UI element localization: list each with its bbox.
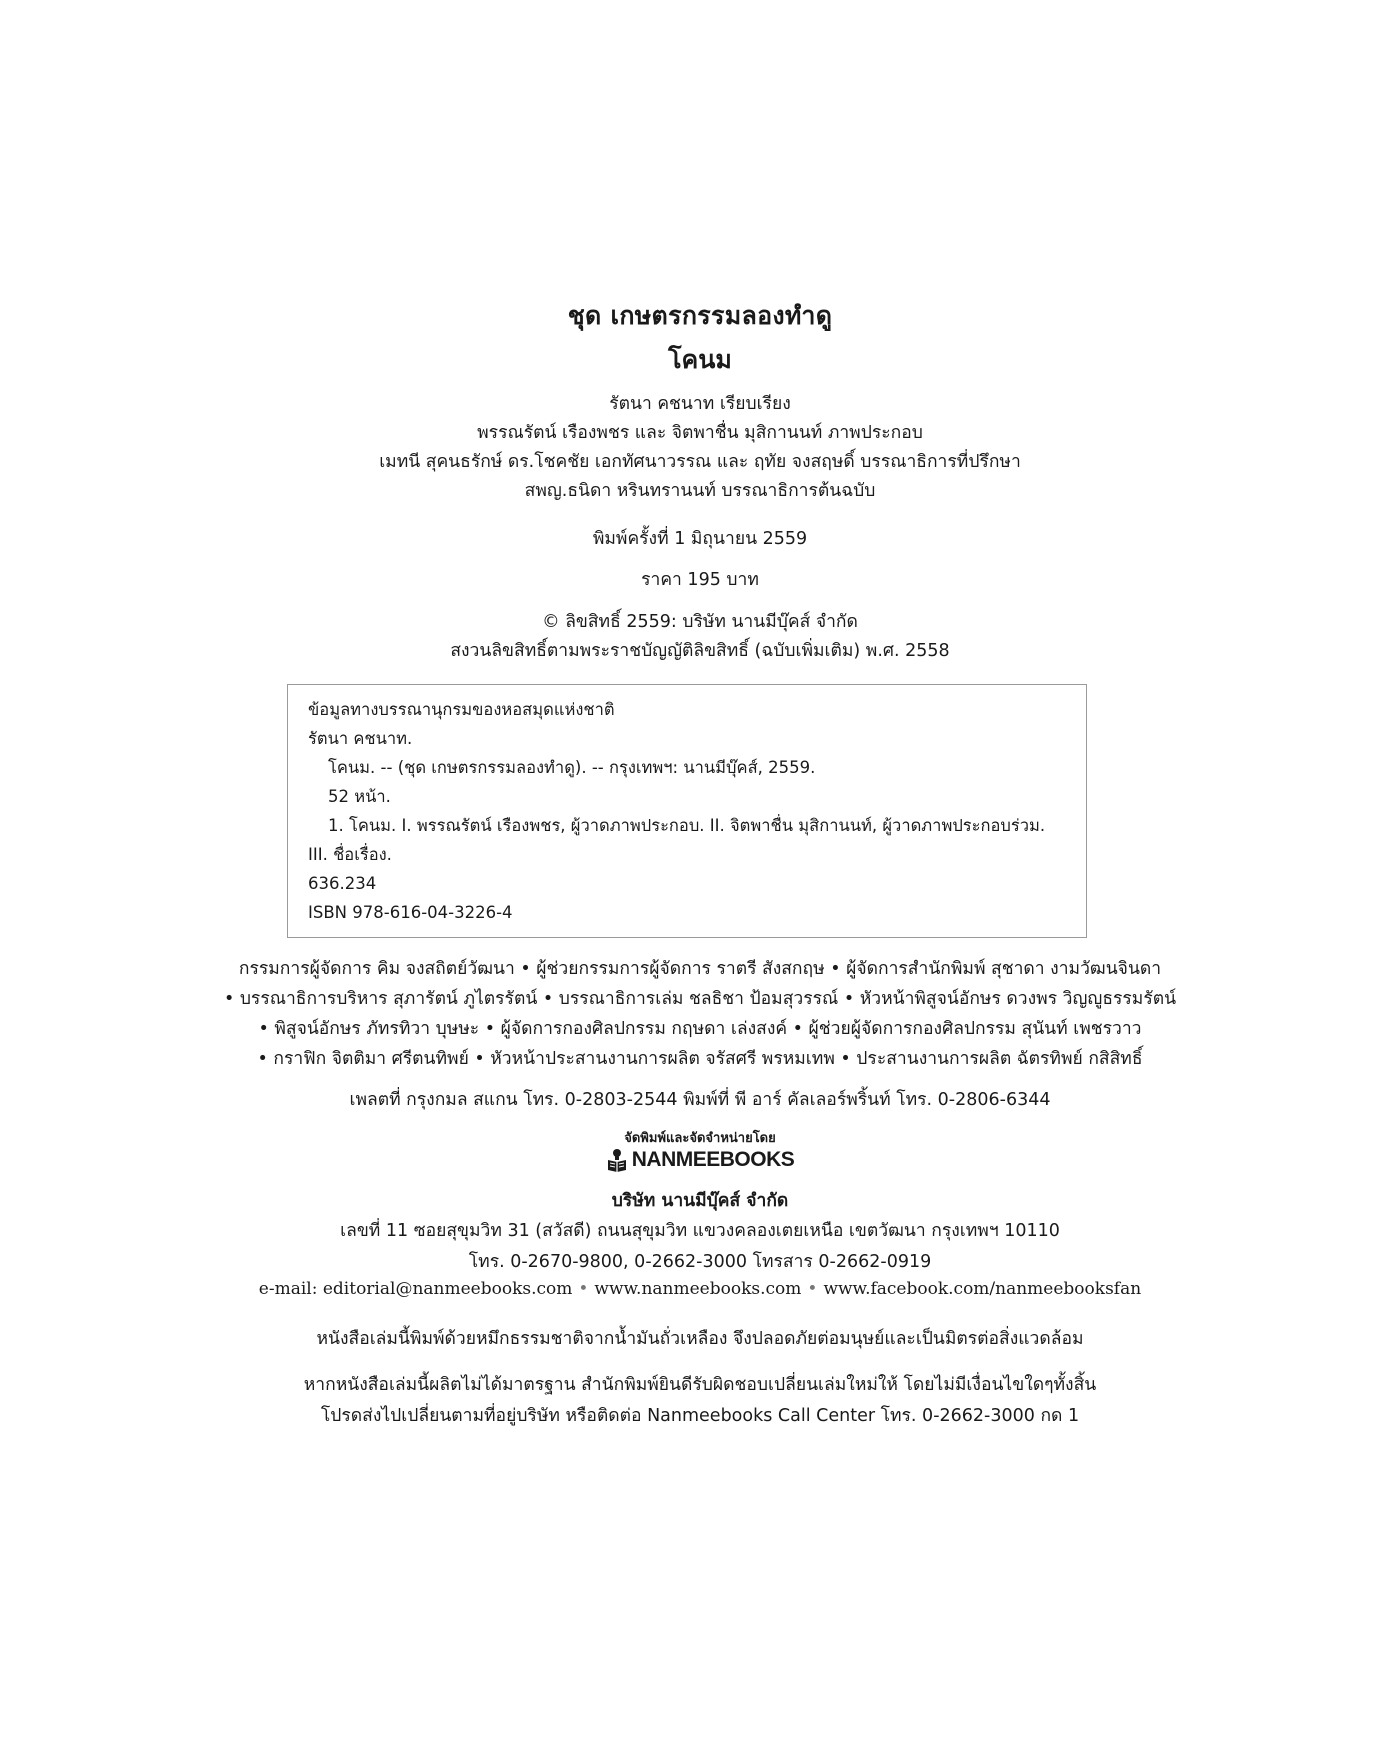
publisher-logo xyxy=(0,1148,1400,1178)
email-text: e-mail: editorial@nanmeebooks.com xyxy=(258,1279,573,1299)
address-block xyxy=(0,1216,1400,1278)
credit-advisors: เมทนี สุคนธรักษ์ ดร.โชคชัย เอกทัศนาวรรณ และ ฤทัย จงสฤษดิ์ บรรณาธิการที่ปรึกษา xyxy=(379,452,1021,472)
staff-line: • กราฟิก จิตติมา ศรีตนทิพย์ • หัวหน้าประสานงานการผลิต จรัสศรี พรหมเทพ • ประสานงานการผลิต ฉัตรทิพย์ กสิสิทธิ์ xyxy=(257,1049,1143,1069)
printers-line: เพลตที่ กรุงกมล สแกน โทร. 0-2803-2544 พิมพ์ที่ พี อาร์ คัลเลอร์พริ้นท์ โทร. 0-2806-6344 xyxy=(349,1090,1051,1110)
catalog-subjects-cont: III. ชื่อเรื่อง. xyxy=(308,845,392,864)
replacement-policy-block xyxy=(0,1370,1400,1432)
staff-line: กรรมการผู้จัดการ คิม จงสถิตย์วัฒนา • ผู้ช่วยกรรมการผู้จัดการ ราตรี สังสกฤษ • ผู้จัดการสำนักพิมพ์ สุชาดา งามวัฒนจินดา xyxy=(238,959,1162,979)
catalog-classification: 636.234 xyxy=(308,874,377,893)
catalog-subjects: 1. โคนม. I. พรรณรัตน์ เรืองพชร, ผู้วาดภาพประกอบ. II. จิตพาชื่น มุสิกานนท์, ผู้วาดภาพประกอบร่วม. xyxy=(328,816,1046,835)
catalog-author: รัตนา คชนาท. xyxy=(308,729,413,748)
catalog-heading: ข้อมูลทางบรรณานุกรมของหอสมุดแห่งชาติ xyxy=(308,700,615,719)
copyright-block xyxy=(0,608,1400,666)
price-line: ราคา 195 บาท xyxy=(641,570,759,590)
book-title: โคนม xyxy=(668,345,732,374)
cataloging-in-publication-box xyxy=(287,684,1087,938)
staff-line: • พิสูจน์อักษร ภัทรทิวา บุษษะ • ผู้จัดการกองศิลปกรรม กฤษดา เล่งสงค์ • ผู้ช่วยผู้จัดการกองศิลปกรรม สุนันท์ เพชรวาว xyxy=(258,1019,1142,1039)
copyright-line: © ลิขสิทธิ์ 2559: บริษัท นานมีบุ๊คส์ จำกัด xyxy=(542,612,858,632)
address-line: เลขที่ 11 ซอยสุขุมวิท 31 (สวัสดี) ถนนสุขุมวิท แขวงคลองเตยเหนือ เขตวัฒนา กรุงเทพฯ 10110 xyxy=(340,1221,1060,1241)
website-link[interactable]: www.nanmeebooks.com xyxy=(594,1279,802,1299)
phone-line: โทร. 0-2670-9800, 0-2662-3000 โทรสาร 0-2662-0919 xyxy=(468,1252,932,1272)
replacement-policy-line: หากหนังสือเล่มนี้ผลิตไม่ได้มาตรฐาน สำนักพิมพ์ยินดีรับผิดชอบเปลี่ยนเล่มใหม่ให้ โดยไม่มีเงื่อนไขใดๆทั้งสิ้น xyxy=(303,1375,1097,1395)
catalog-pages: 52 หน้า. xyxy=(328,787,391,806)
staff-line: • บรรณาธิการบริหาร สุภารัตน์ ภูไตรรัตน์ • บรรณาธิการเล่ม ชลธิชา ป้อมสุวรรณ์ • หัวหน้าพิสูจน์อักษร ดวงพร วิญญูธรรมรัตน์ xyxy=(223,989,1177,1009)
catalog-title: โคนม. -- (ชุด เกษตรกรรมลองทำดู). -- กรุงเทพฯ: นานมีบุ๊คส์, 2559. xyxy=(328,758,816,777)
catalog-isbn: ISBN 978-616-04-3226-4 xyxy=(308,903,513,922)
call-center-line: โปรดส่งไปเปลี่ยนตามที่อยู่บริษัท หรือติดต่อ Nanmeebooks Call Center โทร. 0-2662-3000 กด 1 xyxy=(320,1406,1080,1426)
separator-dot: • xyxy=(807,1279,818,1299)
company-name: บริษัท นานมีบุ๊คส์ จำกัด xyxy=(611,1191,789,1211)
credits-block xyxy=(0,390,1400,506)
credit-author: รัตนา คชนาท เรียบเรียง xyxy=(609,394,791,414)
series-title: ชุด เกษตรกรรมลองทำดู xyxy=(567,301,833,330)
edition-line: พิมพ์ครั้งที่ 1 มิถุนายน 2559 xyxy=(592,529,808,549)
separator-dot: • xyxy=(578,1279,589,1299)
contact-line xyxy=(0,1279,1400,1299)
logo-wordmark: NANMEEBOOKS xyxy=(631,1148,795,1171)
credit-editor: สพญ.ธนิดา หรินทรานนท์ บรรณาธิการต้นฉบับ xyxy=(524,481,876,501)
copyright-act-line: สงวนลิขสิทธิ์ตามพระราชบัญญัติลิขสิทธิ์ (ฉบับเพิ่มเติม) พ.ศ. 2558 xyxy=(450,641,950,661)
bookworm-logo-icon xyxy=(606,1148,628,1172)
eco-ink-note: หนังสือเล่มนี้พิมพ์ด้วยหมึกธรรมชาติจากน้ำมันถั่วเหลือง จึงปลอดภัยต่อมนุษย์และเป็นมิตรต่อสิ่งแวดล้อม xyxy=(316,1329,1084,1349)
staff-block xyxy=(0,954,1400,1074)
credit-illustrators: พรรณรัตน์ เรืองพชร และ จิตพาชื่น มุสิกานนท์ ภาพประกอบ xyxy=(477,423,923,443)
distributed-by-label: จัดพิมพ์และจัดจำหน่ายโดย xyxy=(624,1131,776,1146)
facebook-link[interactable]: www.facebook.com/nanmeebooksfan xyxy=(823,1279,1142,1299)
